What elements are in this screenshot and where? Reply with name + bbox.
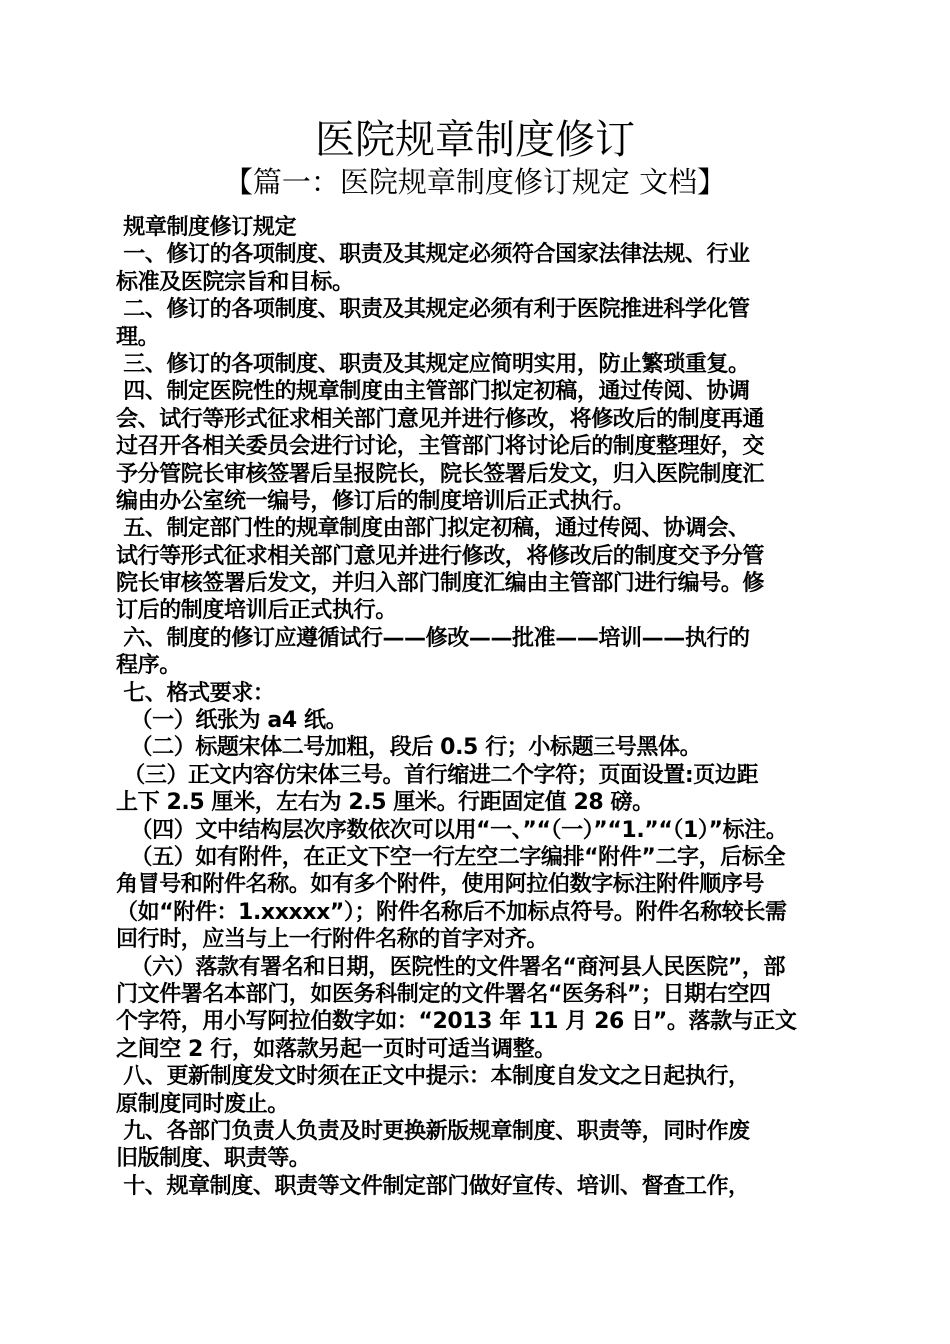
body-line: （五）如有附件，在正文下空一行左空二字编排“附件”二字，后标全 — [116, 844, 786, 870]
document-title: 医院规章制度修订 — [315, 117, 635, 163]
body-line: 三、修订的各项制度、职责及其规定应简明实用，防止繁琐重复。 — [116, 351, 750, 377]
body-line: 标准及医院宗旨和目标。 — [116, 269, 354, 295]
document-subtitle: 【篇一：医院规章制度修订规定 文档】 — [223, 165, 727, 199]
body-line: 五、制定部门性的规章制度由部门拟定初稿，通过传阅、协调会、 — [116, 516, 750, 542]
body-line: 上下 2.5 厘米，左右为 2.5 厘米。行距固定值 28 磅。 — [116, 790, 654, 816]
body-line: 回行时，应当与上一行附件名称的首字对齐。 — [116, 927, 549, 953]
body-line: 过召开各相关委员会进行讨论，主管部门将讨论后的制度整理好，交 — [116, 434, 765, 460]
body-line: 门文件署名本部门，如医务科制定的文件署名“医务科”；日期右空四 — [116, 981, 771, 1007]
body-line: 一、修订的各项制度、职责及其规定必须符合国家法律法规、行业 — [116, 242, 750, 268]
body-line: 四、制定医院性的规章制度由主管部门拟定初稿，通过传阅、协调 — [116, 379, 750, 405]
body-line: 院长审核签署后发文，并归入部门制度汇编由主管部门进行编号。修 — [116, 571, 765, 597]
body-line: （二）标题宋体二号加粗，段后 0.5 行；小标题三号黑体。 — [116, 735, 702, 761]
body-line: 八、更新制度发文时须在正文中提示：本制度自发文之日起执行， — [116, 1064, 750, 1090]
body-line: （四）文中结构层次序数依次可以用“一、”“（一）”“1.”“（1）”标注。 — [116, 817, 788, 843]
body-line: 角冒号和附件名称。如有多个附件，使用阿拉伯数字标注附件顺序号 — [116, 872, 765, 898]
body-line: 六、制度的修订应遵循试行——修改——批准——培训——执行的 — [116, 625, 750, 651]
body-line: （三）正文内容仿宋体三号。首行缩进二个字符；页面设置:页边距 — [116, 762, 759, 788]
body-line: 试行等形式征求相关部门意见并进行修改，将修改后的制度交予分管 — [116, 543, 765, 569]
body-line: 原制度同时废止。 — [116, 1091, 289, 1117]
document-body — [116, 214, 836, 1200]
body-line: 旧版制度、职责等。 — [116, 1146, 311, 1172]
body-line: 二、修订的各项制度、职责及其规定必须有利于医院推进科学化管 — [116, 297, 750, 323]
body-line: 会、试行等形式征求相关部门意见并进行修改，将修改后的制度再通 — [116, 406, 765, 432]
body-line: 七、格式要求： — [116, 680, 275, 706]
body-line: （如“附件：1.xxxxx”）；附件名称后不加标点符号。附件名称较长需 — [116, 899, 787, 925]
body-line: （六）落款有署名和日期，医院性的文件署名“商河县人民医院”，部 — [116, 954, 786, 980]
body-line: （一）纸张为 a4 纸。 — [116, 708, 348, 734]
body-line: 九、各部门负责人负责及时更换新版规章制度、职责等，同时作废 — [116, 1118, 750, 1144]
body-line: 之间空 2 行，如落款另起一页时可适当调整。 — [116, 1036, 556, 1062]
body-line: 个字符，用小写阿拉伯数字如：“2013 年 11 月 26 日”。落款与正文 — [116, 1009, 797, 1035]
body-line: 规章制度修订规定 — [116, 215, 297, 240]
body-line: 理。 — [116, 324, 160, 350]
body-line: 予分管院长审核签署后呈报院长，院长签署后发文，归入医院制度汇 — [116, 461, 765, 487]
body-line: 十、规章制度、职责等文件制定部门做好宣传、培训、督查工作， — [116, 1173, 750, 1199]
body-line: 编由办公室统一编号，修订后的制度培训后正式执行。 — [116, 488, 635, 514]
body-line: 程序。 — [116, 653, 181, 679]
body-line: 订后的制度培训后正式执行。 — [116, 598, 397, 624]
